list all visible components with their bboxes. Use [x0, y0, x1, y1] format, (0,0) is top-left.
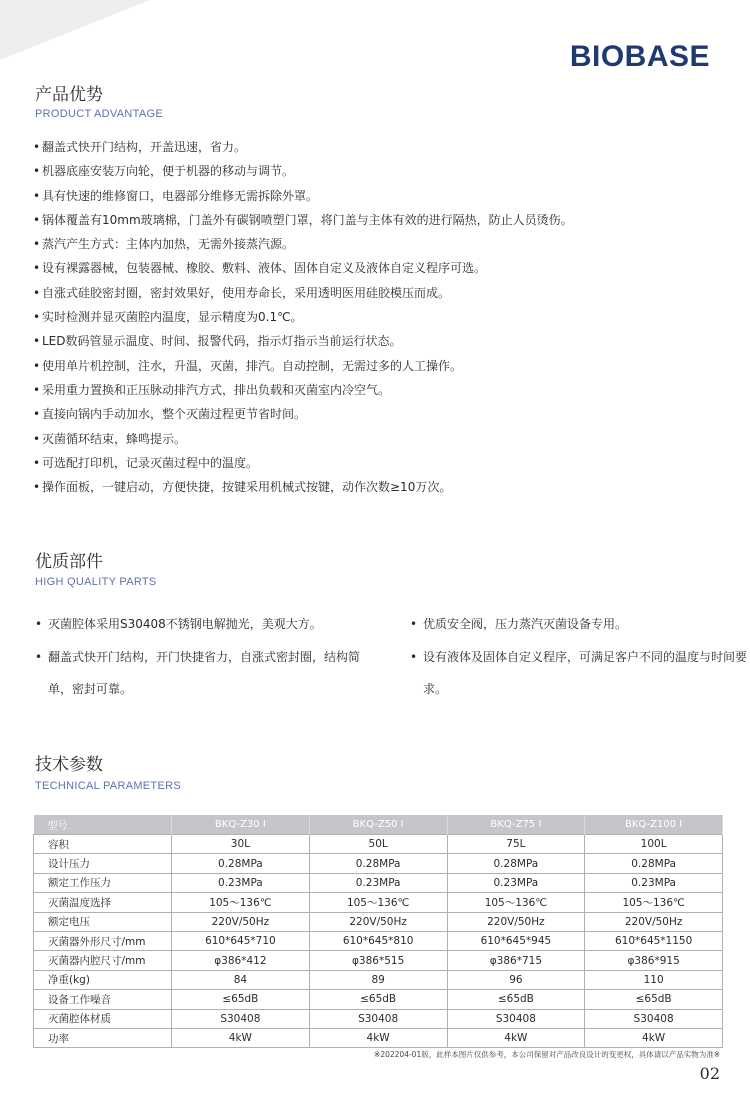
spec-value-cell: 100L — [585, 835, 723, 854]
spec-value-cell: 610*645*810 — [309, 931, 447, 950]
spec-value-cell: 96 — [447, 970, 585, 989]
spec-label-cell: 功率 — [34, 1028, 172, 1047]
advantage-item — [33, 305, 723, 329]
bullet-icon: • — [33, 407, 41, 422]
parts-title: 优质部件 — [35, 552, 103, 572]
spec-value-cell: 105～136℃ — [447, 893, 585, 912]
spec-header-cell: BKQ-Z100 I — [585, 815, 723, 835]
spec-value-cell: 220V/50Hz — [172, 912, 310, 931]
advantage-item — [33, 256, 723, 280]
bullet-icon: • — [33, 188, 41, 203]
spec-value-cell: φ386*715 — [447, 951, 585, 970]
spec-table — [33, 815, 723, 1048]
bullet-icon: • — [33, 431, 41, 446]
spec-header-row — [34, 815, 723, 835]
spec-value-cell: 610*645*710 — [172, 931, 310, 950]
spec-value-cell: 105～136℃ — [172, 893, 310, 912]
spec-value-cell: 610*645*945 — [447, 931, 585, 950]
spec-value-cell: ≤65dB — [309, 990, 447, 1009]
bullet-icon: • — [33, 455, 41, 470]
advantage-text: 机器底座安装万向轮，便于机器的移动与调节。 — [42, 164, 295, 179]
spec-value-cell: 0.28MPa — [585, 854, 723, 873]
spec-row — [34, 931, 723, 950]
advantage-text: 操作面板，一键启动，方便快捷，按键采用机械式按键，动作次数≥10万次。 — [42, 480, 452, 495]
spec-value-cell: 75L — [447, 835, 585, 854]
brand-logo: BIOBASE — [569, 40, 710, 73]
corner-decoration — [0, 0, 150, 60]
part-item — [35, 608, 375, 641]
part-text: 翻盖式快开门结构，开门快捷省力，自涨式密封圈，结构简单，密封可靠。 — [48, 649, 361, 696]
advantage-item — [33, 281, 723, 305]
advantage-text: 采用重力置换和正压脉动排汽方式，排出负载和灭菌室内冷空气。 — [42, 382, 391, 397]
bullet-icon: • — [33, 382, 41, 397]
advantage-item — [33, 378, 723, 402]
advantages-list — [33, 135, 723, 499]
specs-subtitle: TECHNICAL PARAMETERS — [35, 780, 181, 792]
advantage-text: 设有裸露器械，包装器械、橡胶、敷料、液体、固体自定义及液体自定义程序可选。 — [42, 261, 487, 276]
advantage-text: 灭菌循环结束，蜂鸣提示。 — [42, 431, 187, 446]
part-item — [410, 641, 750, 706]
spec-value-cell: 50L — [309, 835, 447, 854]
spec-value-cell: 0.23MPa — [309, 873, 447, 892]
spec-value-cell: ≤65dB — [447, 990, 585, 1009]
spec-value-cell: 4kW — [309, 1028, 447, 1047]
spec-value-cell: 105～136℃ — [309, 893, 447, 912]
spec-label-cell: 净重(kg) — [34, 970, 172, 989]
bullet-icon: • — [33, 261, 41, 276]
advantage-item — [33, 232, 723, 256]
advantage-item — [33, 135, 723, 159]
spec-value-cell: φ386*915 — [585, 951, 723, 970]
advantage-text: 锅体覆盖有10mm玻璃棉，门盖外有碳钢喷塑门罩，将门盖与主体有效的进行隔热，防止人员烫伤。 — [42, 212, 573, 227]
spec-label-cell: 设备工作噪音 — [34, 990, 172, 1009]
spec-row — [34, 1028, 723, 1047]
spec-value-cell: ≤65dB — [585, 990, 723, 1009]
spec-row — [34, 990, 723, 1009]
spec-value-cell: 220V/50Hz — [309, 912, 447, 931]
specs-title: 技术参数 — [35, 755, 103, 775]
advantage-item — [33, 159, 723, 183]
advantage-item — [33, 184, 723, 208]
spec-value-cell: S30408 — [585, 1009, 723, 1028]
spec-label-cell: 容积 — [34, 835, 172, 854]
advantage-item — [33, 475, 723, 499]
bullet-icon: • — [33, 285, 41, 300]
spec-value-cell: φ386*412 — [172, 951, 310, 970]
bullet-icon: • — [33, 164, 41, 179]
spec-row — [34, 1009, 723, 1028]
spec-value-cell: 30L — [172, 835, 310, 854]
advantage-item — [33, 208, 723, 232]
spec-value-cell: 220V/50Hz — [585, 912, 723, 931]
spec-label-cell: 灭菌器外形尺寸/mm — [34, 931, 172, 950]
spec-row — [34, 873, 723, 892]
spec-value-cell: 0.28MPa — [309, 854, 447, 873]
part-text: 设有液体及固体自定义程序，可满足客户不同的温度与时间要求。 — [423, 649, 748, 696]
advantage-item — [33, 354, 723, 378]
spec-label-cell: 额定工作压力 — [34, 873, 172, 892]
spec-value-cell: 105～136℃ — [585, 893, 723, 912]
spec-row — [34, 835, 723, 854]
spec-value-cell: 0.23MPa — [172, 873, 310, 892]
spec-value-cell: S30408 — [447, 1009, 585, 1028]
spec-header-cell: BKQ-Z50 I — [309, 815, 447, 835]
spec-value-cell: 0.28MPa — [447, 854, 585, 873]
spec-row — [34, 854, 723, 873]
bullet-icon: • — [33, 480, 41, 495]
advantage-text: 具有快速的维修窗口，电器部分维修无需拆除外罩。 — [42, 188, 319, 203]
spec-value-cell: 0.23MPa — [585, 873, 723, 892]
bullet-icon: • — [33, 140, 41, 154]
bullet-icon: • — [35, 649, 43, 664]
spec-label-cell: 灭菌腔体材质 — [34, 1009, 172, 1028]
spec-value-cell: 220V/50Hz — [447, 912, 585, 931]
spec-row — [34, 893, 723, 912]
spec-label-cell: 灭菌温度选择 — [34, 893, 172, 912]
advantage-text: 可选配打印机，记录灭菌过程中的温度。 — [42, 455, 259, 470]
advantage-item — [33, 329, 723, 353]
spec-header-cell: BKQ-Z75 I — [447, 815, 585, 835]
advantage-text: 实时检测并显灭菌腔内温度，显示精度为0.1℃。 — [42, 310, 303, 325]
spec-value-cell: 0.23MPa — [447, 873, 585, 892]
advantage-text: 使用单片机控制，注水，升温，灭菌，排汽。自动控制，无需过多的人工操作。 — [42, 358, 463, 373]
advantage-item — [33, 427, 723, 451]
spec-value-cell: 4kW — [447, 1028, 585, 1047]
part-text: 优质安全阀，压力蒸汽灭菌设备专用。 — [423, 617, 628, 631]
part-item — [35, 641, 375, 706]
spec-label-cell: 额定电压 — [34, 912, 172, 931]
advantage-text: LED数码管显示温度、时间、报警代码，指示灯指示当前运行状态。 — [42, 334, 402, 349]
bullet-icon: • — [33, 212, 41, 227]
spec-value-cell: 110 — [585, 970, 723, 989]
advantages-title: 产品优势 — [35, 85, 103, 105]
bullet-icon: • — [410, 649, 418, 664]
footnote: ※202204-01版，此样本图片仅供参考，本公司保留对产品改良设计的变更权，具体请以产品实物为准※ — [374, 1050, 720, 1059]
advantages-subtitle: PRODUCT ADVANTAGE — [35, 108, 163, 120]
spec-value-cell: S30408 — [172, 1009, 310, 1028]
bullet-icon: • — [35, 617, 43, 631]
spec-value-cell: 84 — [172, 970, 310, 989]
spec-header-cell: BKQ-Z30 I — [172, 815, 310, 835]
spec-value-cell: 4kW — [585, 1028, 723, 1047]
bullet-icon: • — [33, 310, 41, 325]
spec-value-cell: S30408 — [309, 1009, 447, 1028]
advantage-item — [33, 451, 723, 475]
advantage-text: 自涨式硅胶密封圈，密封效果好，使用寿命长，采用透明医用硅胶模压而成。 — [42, 285, 451, 300]
parts-subtitle: HIGH QUALITY PARTS — [35, 576, 157, 588]
advantage-text: 翻盖式快开门结构，开盖迅速，省力。 — [42, 140, 247, 154]
spec-label-cell: 设计压力 — [34, 854, 172, 873]
bullet-icon: • — [410, 617, 418, 631]
spec-value-cell: 4kW — [172, 1028, 310, 1047]
advantage-text: 直接向锅内手动加水，整个灭菌过程更节省时间。 — [42, 407, 307, 422]
spec-value-cell: 89 — [309, 970, 447, 989]
spec-value-cell: 610*645*1150 — [585, 931, 723, 950]
part-item — [410, 608, 750, 641]
advantage-text: 蒸汽产生方式：主体内加热，无需外接蒸汽源。 — [42, 237, 295, 252]
page-number: 02 — [699, 1064, 720, 1083]
bullet-icon: • — [33, 334, 41, 349]
spec-row — [34, 912, 723, 931]
spec-header-cell: 型号 — [34, 815, 172, 835]
spec-row — [34, 951, 723, 970]
spec-value-cell: φ386*515 — [309, 951, 447, 970]
spec-value-cell: 0.28MPa — [172, 854, 310, 873]
part-text: 灭菌腔体采用S30408不锈钢电解抛光，美观大方。 — [48, 617, 322, 631]
bullet-icon: • — [33, 358, 41, 373]
spec-value-cell: ≤65dB — [172, 990, 310, 1009]
bullet-icon: • — [33, 237, 41, 252]
spec-label-cell: 灭菌器内腔尺寸/mm — [34, 951, 172, 970]
parts-right-column — [410, 608, 750, 706]
parts-left-column — [35, 608, 375, 706]
spec-row — [34, 970, 723, 989]
advantage-item — [33, 402, 723, 426]
